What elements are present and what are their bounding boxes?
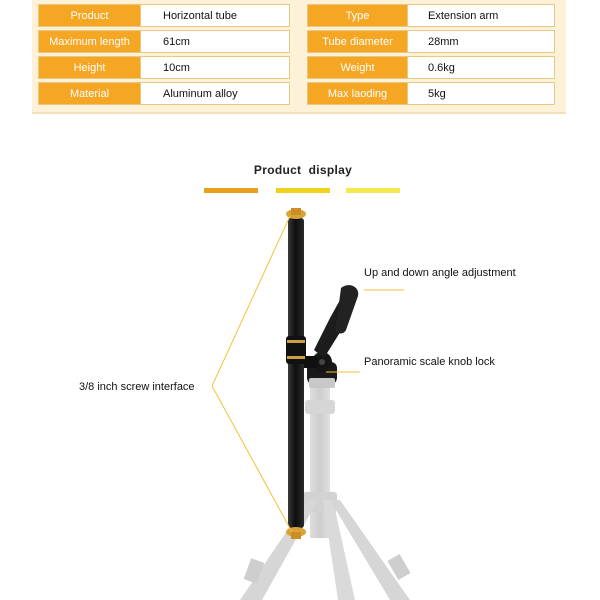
spec-label: Maximum length: [39, 31, 141, 52]
spec-value: 5kg: [428, 87, 446, 100]
spec-label: Product: [39, 5, 141, 26]
tripod-column-lock: [305, 400, 335, 414]
spec-label: Height: [39, 57, 141, 78]
spec-value: Extension arm: [428, 9, 499, 22]
spec-value: Aluminum alloy: [163, 87, 238, 100]
spec-label: Material: [39, 83, 141, 104]
annotation-knob-lock: Panoramic scale knob lock: [364, 356, 495, 368]
spec-value: 28mm: [428, 35, 459, 48]
section-title: Product display: [253, 163, 353, 177]
spec-value: 0.6kg: [428, 61, 455, 74]
spec-label: Max laoding: [308, 83, 408, 104]
screw-top-thread: [291, 208, 301, 215]
tube-gold-ring: [287, 340, 305, 343]
spec-label: Weight: [308, 57, 408, 78]
tube-gold-ring: [287, 356, 305, 359]
annotation-screw-interface: 3/8 inch screw interface: [79, 381, 195, 393]
spec-label: Type: [308, 5, 408, 26]
annotation-angle-adjustment: Up and down angle adjustment: [364, 267, 516, 279]
pan-scale-ring: [309, 378, 335, 388]
knob-center: [319, 359, 325, 365]
tube-body: [288, 218, 304, 528]
spec-value: Horizontal tube: [163, 9, 237, 22]
spec-label: Tube diameter: [308, 31, 408, 52]
extension-tube: [286, 208, 306, 539]
spec-value: 10cm: [163, 61, 190, 74]
screw-bottom-thread: [291, 532, 301, 539]
spec-value: 61cm: [163, 35, 190, 48]
